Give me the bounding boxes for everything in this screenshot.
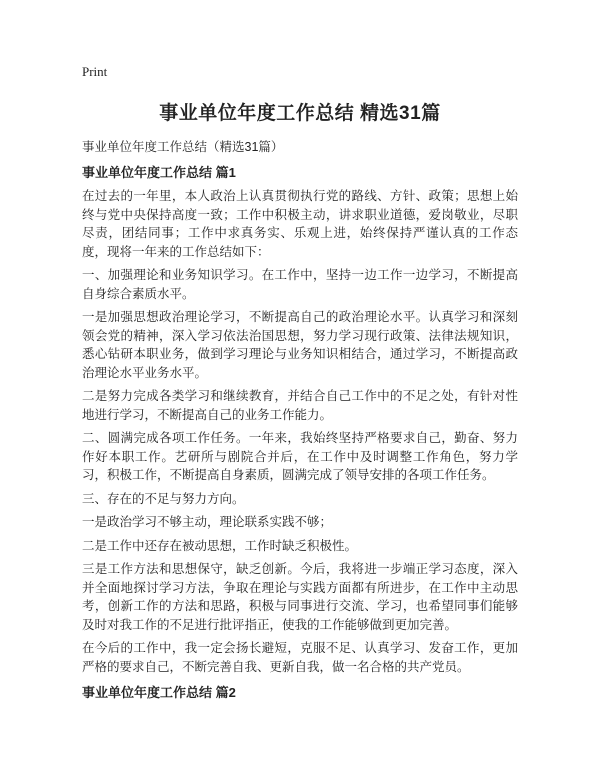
paragraph: 三是工作方法和思想保守，缺乏创新。今后，我将进一步端正学习态度，深入并全面地探讨学习方法，争取在理论与实践方面都有所进步，在工作中主动思考，创新工作的方法和思路，积极与同事进行交流、学习，也希望同事们能够及时对我工作的不足进行批评指正，使我的工作能够做到更加完善。 — [82, 562, 518, 632]
paragraph: 在过去的一年里，本人政治上认真贯彻执行党的路线、方针、政策；思想上始终与党中央保持高度一致；工作中积极主动，讲求职业道德，爱岗敬业，尽职尽责，团结同事；工作中求真务实、乐观上进，始终保持严谨认真的工作态度，现将一年来的工作总结如下： — [82, 189, 518, 259]
paragraph: 一是政治学习不够主动，理论联系实践不够； — [82, 515, 333, 529]
paragraph: 二、圆满完成各项工作任务。一年来，我始终坚持严格要求自己，勤奋、努力作好本职工作。艺研所与剧院合并后，在工作中及时调整工作角色，努力学习，积极工作，不断提高自身素质，圆满完成了领导安排的各项工作任务。 — [82, 431, 518, 482]
print-link[interactable]: Print — [82, 64, 108, 79]
page-title: 事业单位年度工作总结 精选31篇 — [159, 103, 441, 124]
paragraph: 一、加强理论和业务知识学习。在工作中，坚持一边工作一边学习，不断提高自身综合素质水平。 — [82, 268, 518, 301]
paragraph: 在今后的工作中，我一定会扬长避短，克服不足、认真学习、发奋工作，更加严格的要求自己，不断完善自我、更新自我，做一名合格的共产党员。 — [82, 641, 518, 674]
paragraph: 三、存在的不足与努力方向。 — [82, 491, 245, 506]
section-heading-1: 事业单位年度工作总结 篇1 — [82, 165, 236, 180]
document-subtitle: 事业单位年度工作总结（精选31篇） — [82, 140, 284, 154]
paragraph: 一是加强思想政治理论学习，不断提高自己的政治理论水平。认真学习和深刻领会党的精神，深入学习依法治国思想，努力学习现行政策、法律法规知识，悉心钻研本职业务，做到学习理论与业务知识相结合，通过学习，不断提高政治理论水平业务水平。 — [82, 310, 518, 380]
section-heading-2: 事业单位年度工作总结 篇2 — [82, 685, 236, 700]
paragraph: 二是工作中还存在被动思想，工作时缺乏积极性。 — [82, 538, 358, 553]
paragraph: 二是努力完成各类学习和继续教育，并结合自己工作中的不足之处，有针对性地进行学习，不断提高自己的业务工作能力。 — [82, 389, 518, 422]
